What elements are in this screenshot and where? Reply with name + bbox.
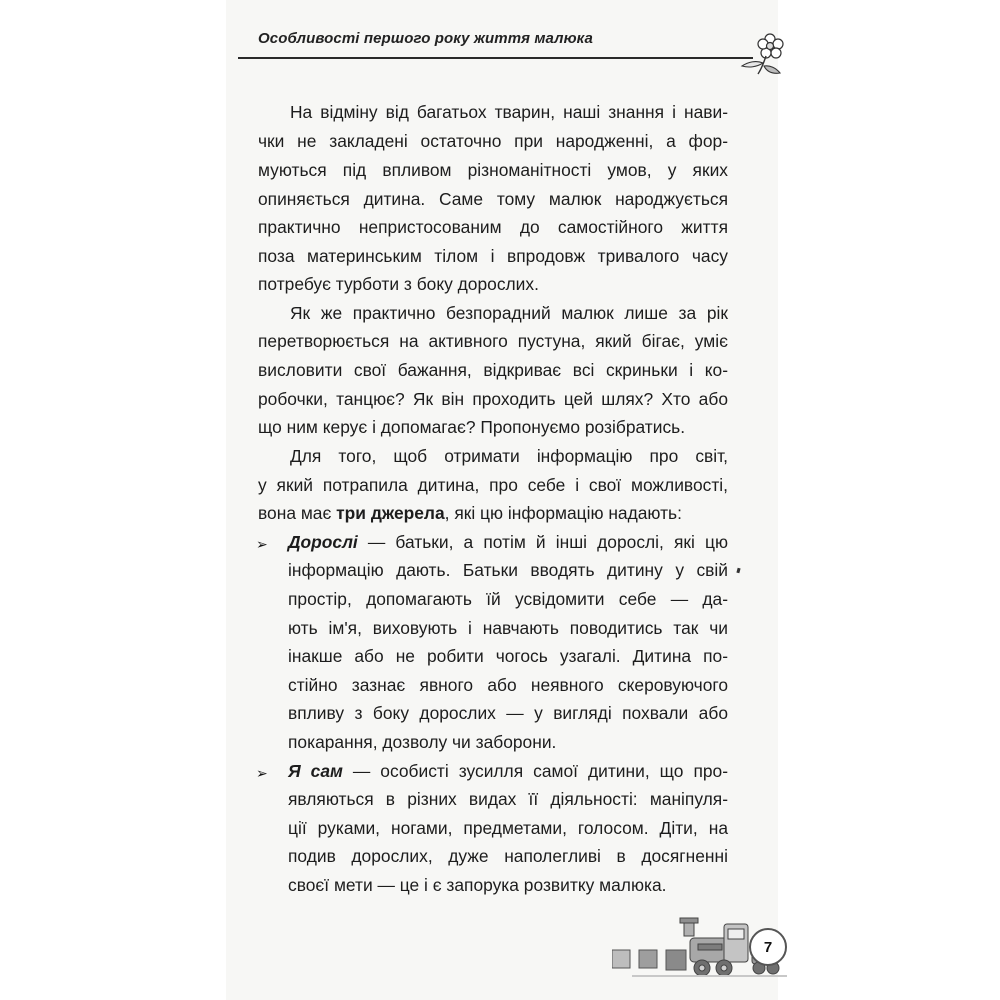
bullet-line: покарання, дозволу чи заборони. bbox=[288, 732, 557, 752]
bullet-line: впливу з боку дорослих — у вигляді похвали або bbox=[288, 703, 728, 723]
bullet-line: інформацію дають. Батьки вводять дитину у свій bbox=[288, 560, 728, 580]
bullet-line: подив дорослих, дуже наполегливі в досягненні bbox=[288, 846, 728, 866]
arrow-bullet-icon: ➢ bbox=[256, 765, 268, 781]
text-line: Як же практично безпорадний малюк лише за рік bbox=[290, 303, 728, 323]
text-span: вона має bbox=[258, 503, 337, 523]
text-line: потребує турботи з боку дорослих. bbox=[258, 274, 539, 294]
text-line: висловити свої бажання, відкриває всі скриньки і ко- bbox=[258, 360, 728, 380]
bullet-term: Я сам bbox=[288, 761, 343, 781]
bullet-term: Дорослі bbox=[288, 532, 358, 552]
bullet-line: стійно зазнає явного або неявного скеровуючого bbox=[288, 675, 728, 695]
text-line: практично непристосованим до самостійного життя bbox=[258, 217, 728, 237]
text-line: муються під впливом різноманітності умов, у яких bbox=[258, 160, 728, 180]
text-line: опиняється дитина. Саме тому малюк народжується bbox=[258, 189, 728, 209]
text-line: у який потрапила дитина, про себе і свої можливості, bbox=[258, 475, 728, 495]
emphasis-three-sources: три джерела bbox=[336, 503, 445, 523]
text-line: На відміну від багатьох тварин, наші знання і нави- bbox=[290, 102, 728, 122]
text-line: чки не закладені остаточно при народженні, а фор- bbox=[258, 131, 728, 151]
text-span: , які цю інформацію надають: bbox=[444, 503, 682, 523]
text-line: перетворюється на активного пустуна, який бігає, уміє bbox=[258, 331, 728, 351]
text-span: — особисті зусилля самої дитини, що про- bbox=[342, 761, 728, 781]
bullet-line: своєї мети — це і є запорука розвитку малюка. bbox=[288, 875, 667, 895]
text-line: що ним керує і допомагає? Пропонуємо розібратись. bbox=[258, 417, 686, 437]
page-number: 7 bbox=[749, 928, 787, 966]
bullet-line: являються в різних видах її діяльності: маніпуля- bbox=[288, 789, 728, 809]
toy-block-icon bbox=[612, 950, 686, 970]
running-header: Особливості першого року життя малюка bbox=[258, 30, 594, 47]
text-line: Для того, щоб отримати інформацію про світ, bbox=[290, 446, 728, 466]
bullet-line: ції руками, ногами, предметами, голосом. Діти, на bbox=[288, 818, 728, 838]
bullet-line: простір, допомагають їй усвідомити себе — да- bbox=[288, 589, 728, 609]
text-line: поза материнським тілом і впродовж тривалого часу bbox=[258, 246, 728, 266]
arrow-bullet-icon: ➢ bbox=[256, 536, 268, 552]
header-rule bbox=[238, 57, 753, 59]
bullet-line: ють ім'я, виховують і навчають поводитись так чи bbox=[288, 618, 728, 638]
text-line bbox=[258, 499, 682, 528]
text-span: — батьки, а потім й інші дорослі, які цю bbox=[357, 532, 728, 552]
text-line: робочки, танцює? Як він проходить цей шлях? Хто або bbox=[258, 389, 728, 409]
flower-icon bbox=[736, 30, 788, 76]
bullet-line bbox=[288, 757, 728, 786]
bullet-line: інакше або не робити чогось узагалі. Дитина по- bbox=[288, 646, 728, 666]
bullet-line bbox=[288, 528, 728, 557]
